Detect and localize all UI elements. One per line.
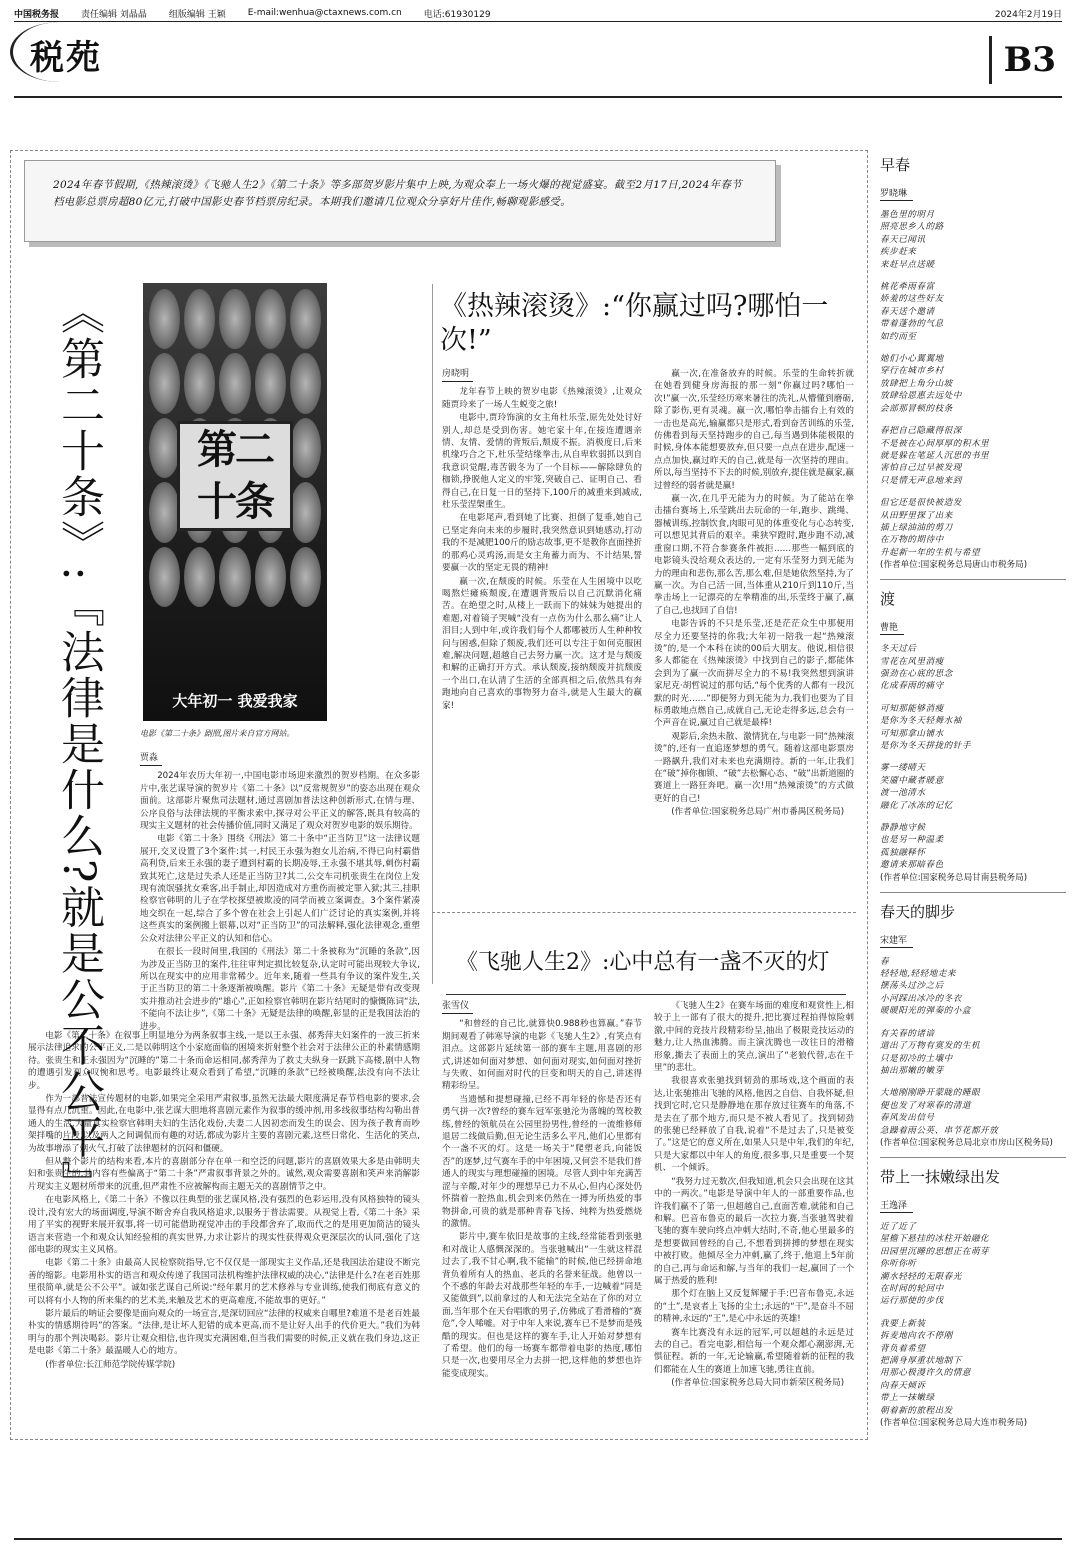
poem-line: 来赶早点送暖 — [880, 259, 935, 270]
article2-column-right — [654, 368, 854, 820]
article3-para: 我很喜欢张驰找到韧劲的那场戏,这个画面的表达,让张驰推出飞驰的风格,他因之自信、自我怀疑,但找到它时,它只是静静地在那存放过往赛车的角落,不是去在了那个地方,而只是不被人看见了。找到韧劲的张驰已经释放了自我,说着“不是过去了,只是被变了。”这是它的意义所在,如果人只是中年,我们的年纪,只是大家都以中年人的角度,很多事,只是重要一个契机、一个倾诉。 — [654, 1076, 854, 1174]
poem-divider — [880, 1157, 1066, 1158]
poem-line: 春天送个邀请 — [880, 306, 935, 317]
poem-line: 春把自己隐藏得很深 — [880, 426, 962, 437]
article2-para: 赢一次,在几乎无能为力的时候。为了能站在拳击擂台赛场上,乐莹跳出去玩命的一年,跑步、跳绳、器械训练,控制饮食,肉眼可见的体重变化与心态转变,可以想见其背后的艰辛。乘狭窄蹬时,跑步跑不动,减重窗口期,不符合参赛条件被拒……那些一幅到底的电影镜头没给观众表达的,一定有乐莹努力到无能为力的理由和悲伤,那么苦,那么难,但是她依然坚持,为了赢一次。为自己活一回,当体重从210斤到110斤,当拳击场上一记漂亮的左拳精准的出,乐莹终于赢了,赢了自己,也找回了自信! — [654, 494, 854, 616]
poem-line: 带上一抹嫩绿 — [880, 1393, 935, 1404]
poem-line: 冬天过后 — [880, 644, 917, 655]
poem-line: 穿行在城市乡村 — [880, 366, 944, 377]
article2-author: 房晓明 — [442, 368, 473, 382]
poem-line: 带着蓬勃的气息 — [880, 319, 944, 330]
article2-column-left — [442, 368, 642, 713]
poem-line: 插上绿油油的剪刀 — [880, 522, 953, 533]
article2-para: 赢一次,在颓废的时候。乐莹在人生困境中以吃喝熬烂瘫痪颓废,在遭遇背叛后以自己沉默消化痛苦。在绝望之时,从楼上一跃而下的妹妹为她提出的难题,对着镜子哭喊“没有一点伤为什么那么痛”让人泪目;人到中年,或许我们每个人都哪被历人生种种牧问与困惑,但除了颓废,我们还可以专注于如何克服困难,解决问题,超越自己去努力赢一次。这才是与颓废和解的正确打开方式。承认颓废,接纳颓废并抗颓废一个出口,在认清了生活的全部真相之后,依然具有奔跑地向自己喜欢的事物努力奋斗,就是人生最大的赢家! — [442, 576, 642, 711]
poem-line: 可知那能够消瘦 — [880, 703, 944, 714]
poem-line: 升起新一年的生机与希望 — [880, 547, 981, 558]
poem-stanza — [880, 822, 1066, 872]
poem-lines — [880, 643, 1066, 872]
poem-author: 宋建军 — [880, 933, 913, 948]
article1-para: 电影《第二十条》围绕《刑法》第二十条中“正当防卫”这一法律议题展开,交叉设置了3个案件:其一,村民王永强为抱女儿治病,不得已向村霸借高利贷,后来王永强的妻子遭到村霸的长期凌辱,王永强不堪其辱,刺伤村霸致其死亡,这是过失杀人还是正当防卫?其二,公交车司机张贵生在岗位上发现有流氓骚扰女乘客,出手制止,却因造成对方重伤而被定罪入狱;其三,挂职检察官韩明的儿子在学校探望被欺凌的同学而被立案调查。3个案件紧凑地交织在一起,综合了多个曾在社会上引起人们广泛讨论的真实案例,并将这些真实的案例搬上银幕,以对“正当防卫”的司法解释,强化法律观念,重塑公众对法律公平正义的认知和信心。 — [140, 834, 420, 944]
top-rule — [14, 21, 1062, 22]
article3-para: 那个灯在脑上又反复辉耀于手:巴音布鲁克,永远的“土”,是哀者上飞扬的尘土;永远的“干”,是奋斗不屈的精神,永远的“王”,是心中永远的英雄! — [654, 1289, 854, 1325]
poem-author-unit: (作者单位:国家税务总局大连市税务局) — [880, 1418, 1028, 1429]
poem-stanza — [880, 762, 1066, 812]
poem-line: 会部那冒顿的枝条 — [880, 403, 953, 414]
poem-stanza — [880, 281, 1066, 343]
article-divider — [432, 912, 856, 913]
poem-line: 向春天倾诉 — [880, 1380, 926, 1391]
poem-line: 小河踩出冰冷的冬衣 — [880, 993, 962, 1004]
poem-line: 害怕自己过早被发现 — [880, 463, 962, 474]
poem-line: 有关春的诸谙 — [880, 1028, 935, 1039]
page-number: B3 — [1003, 40, 1056, 80]
poem-divider — [880, 892, 1066, 893]
poem-line: 屋檐下悬挂的冰柱开始融化 — [880, 1234, 990, 1245]
poem-line: 潮水轻轻的无限春光 — [880, 1271, 962, 1282]
poem-line: 暖暖阳光的弹奏的小盒 — [880, 1006, 971, 1017]
article3-para: 当遗憾和提想碰撞,已经不再年轻的你是否还有勇气拼一次?曾经的赛车冠军张驰沦为落魄的驾校教练,曾经的领航员在公园里扮男性,曾经的一流维修师退居二线做后勤,但无论生活多么平凡,他们心里都有个一盏不灭的灯。这是一场关于“爬塑老兵,向能饭否”的逐梦,过气赛车手的中年困境,又何尝不是我们普通人的现实与理想碰撞的困境。尽管人到中年充满苦涩与辛酸,对年少的理想早已力不从心,但内心深处仍怀揣着一腔热血,机会到来仍然在一搏为所热爱的事物拼命,可贵的就是那种青春飞扬、纯粹为热爱燃烧的激情。 — [442, 1094, 642, 1229]
poster-caption: 电影《第二十条》剧照,图片来自官方网站。 — [140, 729, 295, 738]
poem-line: 大地刚刚睁开蒙眬的睡眼 — [880, 1088, 981, 1099]
poem-line: 融化了冰冻的记忆 — [880, 800, 953, 811]
movie-poster-image — [143, 283, 327, 721]
article2-para: 在电影尾声,看到她了比赛、担倒了复垂,她自己已坚定奔向未来的步履时,我突然意识到她感动,打动我的不是减肥100斤的励志故事,更不是教你直面挫折的那鸡心灵鸡汤,而是女主角蓄力而为、不计结果,誓要赢一次的坚定无畏的精神! — [442, 513, 642, 574]
article1-para: 2024年农历大年初一,中国电影市场迎来激烈的贺岁档期。在众多影片中,张艺谋导演的贺岁片《第二十条》以“反常规贺岁”的姿态出现在观众面前。这部影片聚焦司法题材,通过喜剧加普法这种创新形式,在情与理、公序良俗与法律法规的平衡求索中,探寻对公平正义的解答,既具有较高的现实主义题材的社会传播价值,同时又满足了观众对贺岁电影的娱乐期待。 — [140, 771, 420, 832]
poem-line: 笑靥中藏者暖意 — [880, 775, 944, 786]
article-title-pegasus-2: 《飞驰人生2》:心中总有一盏不灭的灯 — [456, 950, 830, 975]
poem-author-unit: (作者单位:国家税务总局北京市房山区税务局) — [880, 1137, 1053, 1148]
poem-line: 运行那使的步伐 — [880, 1296, 944, 1307]
article-title-twentieth-article: 《第二十条》:『法律是什么?就是公不公平』 — [53, 290, 104, 1207]
poem-lines — [880, 1221, 1066, 1417]
poem-line: 如约而至 — [880, 331, 917, 342]
poem-line: 春风发出信号 — [880, 1113, 935, 1124]
poem-line: 从田野里探了出来 — [880, 510, 953, 521]
poem-lines — [880, 209, 1066, 559]
poem-line: 邀请来那暗春色 — [880, 860, 944, 871]
poem-stanza — [880, 643, 1066, 693]
poem-line: 你听你听 — [880, 1259, 917, 1270]
poem-line: 便也发了对寒春的清道 — [880, 1100, 971, 1111]
poem-line: 放肆把上角分山坡 — [880, 378, 953, 389]
poem-line: 田园里沉睡的思想正在萌芽 — [880, 1246, 990, 1257]
paper-name: 中国税务报 — [14, 9, 60, 20]
poem-line: 摆荡头过沙之后 — [880, 981, 944, 992]
poem-line: 拆麦地向农不停刚 — [880, 1331, 953, 1342]
article1-para: 但从整个影片的结构来看,本片的喜剧部分存在单一和空泛的问题,影片的喜剧效果大多是由韩明夫妇和张贵生的,其内容有些偏离于“第二十条”严肃叙事背景之外的。诚然,观众需要喜剧和笑声来消解影片现实主义题材所带来的沉重,但严肃性不应被解构而主题无关的喜剧情节之中。 — [28, 1157, 420, 1192]
poem-line: 春 — [880, 956, 890, 967]
article2-para: 赢一次,在准备放弃的时候。乐莹的生命转折就在她看到健身房海报的那一刻“你赢过吗?哪怕一次!”赢一次,乐莹经历寒来暑往的洗礼,从懵懂到磨砺,除了影伤,更有灵魂。赢一次,哪怕拳击擂台上有效的一击也是高光,输赢都只是形式,看到奋苦训练的乐莹,仿佛看到每天坚持跑步的自己,每当遇到体能极限的时候,身体本能想要放弃,但只要一点点在进步,配速一点点加快,赢过昨天的自己,就是每一次坚持的理由。所以,每当坚持不下去的时候,别放弃,提住就是赢家,赢过曾经的弱者就是赢! — [654, 369, 854, 491]
poem-line: 娇羞的这些好友 — [880, 294, 944, 305]
poster-title-text: 第二十条 — [177, 421, 293, 531]
poem-line: 抽出那嫩的嫩芽 — [880, 1065, 944, 1076]
poem-stanza — [880, 1221, 1066, 1308]
poem-title: 带上一抹嫩绿出发 — [880, 1167, 1001, 1186]
article2-para: 电影告诉的不只是乐莹,还是茫茫众生中那便用尽全力还要坚持的你我;大年初一陪我一起“热辣滚烫”的,是一个本科在读的00后大朋友。他说,相信很多人都能在《热辣滚烫》中找到自己的影子,都能体会到为了赢一次而拼尽全力的不易!我突然想到演讲家尼克·胡哲说过的那句话,“每个优秀的人都有一段沉默的时光……”即便努力到无能为力,我们也要为了目标勇敢地点燃自己,成就自己,无论走得多远,总会有一个声音在说,赢过自己就是最棒! — [654, 619, 854, 729]
article1-para: 电影《第二十条》在叙事上明显地分为两条叙事主线,一是以王永强、郝秀萍夫妇案件的一波三折来展示法律追求的公平正义,二是以韩明这个小家庭面临的困境来折射整个社会对于法律公正的朴素情感期待。张贵生和王永强因为“沉睡的”第二十条而命运相同,郝秀萍为了救丈夫纵身一跃跳下高楼,剧中人物的遭遇引发观众叹惋和思考。电影最终让观众看到了希望,“沉睡的条款”已经被唤醒,法没有向不法让步。 — [28, 1031, 420, 1091]
poem-line: 朝着新的旅程出发 — [880, 1405, 953, 1416]
article3-para: “我努力过无数次,但我知道,机会只会出现在这其中的一两次。”电影是导演中年人的一部重要作品,也许我们赢不了第一,但超越自己,直面苦难,就能和自己和解。巴音布鲁克的最后一次拉力赛,当张驰驾驶着飞驰的赛车驶向终点冲刺大结时,不奇,他心里最多的是想要做回曾经的自己,不想看到拼搏的梦想在现实中被打败。他倾尽全力冲刺,赢了,终于,他退上5年前的自己,再与命运和解,与当年的我们一起,赢回了一个属于热爱的胜利! — [654, 1176, 854, 1286]
poem — [880, 1166, 1066, 1429]
poem-line: 她们小心翼翼地 — [880, 354, 944, 365]
article3-para: “和曾经的自己比,就算快0.988秒也算赢。”春节期间观看了韩寒导演的电影《飞驰人生2》,有笑点有泪点。这部影片延续第一部的赛车主题,用喜剧的形式,讲述如何面对梦想、如何面对现实,如何面对挫折与失败、如何面对时代的巨变和明天的自己,讲述得精彩纷呈。 — [442, 1019, 642, 1092]
poem-stanza — [880, 425, 1066, 487]
poem-line: 渡一池清水 — [880, 788, 926, 799]
poem-stanza — [880, 209, 1066, 271]
masthead-rule — [14, 96, 1062, 98]
poem-line: 墨色里的明月 — [880, 210, 935, 220]
poem-line: 化成春雨的痛守 — [880, 681, 944, 692]
poem — [880, 588, 1066, 884]
poem-line: 只是情无声息地来到 — [880, 475, 962, 486]
article1-para: 影片最后的呐证会要像是面向观众的一场宣言,是深切回应“法律的权威来自哪里?难道不是老百姓最朴实的情感期待吗”的答案。“法律,是让坏人犯错的成本更高,而不是让好人出手的代价更大。”我们为韩明与的那个判决喝彩。影片让观众相信,也许现实充满困难,但当我们需要的时候,正义就在我们身边,这正是电影《第二十条》最温暖人心的地方。 — [28, 1308, 420, 1357]
poem-line: 在时间的轮回中 — [880, 1283, 944, 1294]
poem-line: 但它还是很快被造发 — [880, 498, 962, 509]
poem-author-unit: (作者单位:国家税务总局甘南县税务局) — [880, 872, 1028, 883]
poem-line: 是你为冬天拼拢的针手 — [880, 741, 971, 751]
article1-author-unit: (作者单位:长江师范学院传媒学院) — [45, 1359, 176, 1370]
poem-line: 春天已闻讯 — [880, 234, 926, 245]
poem-divider — [880, 579, 1066, 580]
poem-line: 轻轻地,轻轻地走来 — [880, 969, 956, 980]
poem-line: 放肆给恩惠去远处中 — [880, 391, 962, 402]
article3-para: 赛车比赛没有永远的冠军,可以超越的永远是过去的自己。看完电影,相信每一个观众都心潮澎湃,无惧征程。新的一年,无论输赢,希望随着新的征程的我们都能在人生的赛道上加速飞驰,勇往直前。 — [654, 1327, 854, 1375]
article-title-hot-spicy: 《热辣滚烫》:“你赢过吗?哪怕一次!” — [440, 291, 829, 356]
article3-author: 张雪仪 — [442, 1000, 473, 1014]
poem-line: 近了近了 — [880, 1221, 917, 1232]
poem-stanza — [880, 703, 1066, 753]
article2-author-unit: (作者单位:国家税务总局广州市番禺区税务局) — [671, 807, 845, 818]
article1-para: 作为一部普法宣传题材的电影,如果完全采用严肃叙事,虽然无法最大限度满足春节档电影的要求,会显得有点几沉重。因此,在电影中,张艺谋大胆地将喜剧元素作为叙事的缓冲剂,用多线叙事结构勾勒出普通人的生活,大量真实检察官韩明夫妇的生活化戏份,夫妻二人因初恋而发生的误会、因为孩子教育而吵架拌嘴的片段,以及两人之间调侃而有趣的对话,都成为影片主要的喜剧元素,这些日常化、生活化的笑点,为故事增添了烟火气,打破了法律题材的沉闷和僵硬。 — [28, 1094, 420, 1154]
poem-author-unit: (作者单位:国家税务总局唐山市税务局) — [880, 560, 1028, 571]
article3-author-unit: (作者单位:国家税务总局大同市新荣区税务局) — [671, 1378, 845, 1389]
poem-line: 孤独融释怀 — [880, 847, 926, 858]
poem-line: 我要上新装 — [880, 1318, 926, 1329]
feature-intro-text: 2024年春节假期,《热辣滚烫》《飞驰人生2》《第二十条》等多部贺岁影片集中上映,为观众奉上一场火爆的视觉盛宴。截至2月17日,2024年春节档电影总票房超80亿元,打破中国影史春节档票房纪录。本期我们邀请几位观众分享好片佳作,畅聊观影感受。 — [53, 179, 742, 208]
poem-line: 桃花牵雨春富 — [880, 282, 935, 293]
poem-line: 用那心极漫许久的情意 — [880, 1368, 971, 1379]
title-underline — [446, 994, 846, 995]
poem-title: 渡 — [880, 590, 896, 609]
poem-title: 春天的脚步 — [880, 902, 956, 921]
designer-credit: 组版编辑 王颖 — [168, 9, 226, 20]
poem-line: 只是初冷的土壤中 — [880, 1053, 953, 1064]
email-link[interactable]: E-mail:wenhua@ctaxnews.com.cn — [247, 8, 402, 18]
poem-line: 背负着希望 — [880, 1343, 926, 1354]
poem-line: 急躁着雨公英、串节花都开放 — [880, 1125, 999, 1136]
article1-para: 在很长一段时间里,我国的《刑法》第二十条被称为“沉睡的条款”,因为涉及正当防卫的案件,往往审判定损比较复杂,认定时可能出现较大争议,所以在现实中的应用非常稀少。近年来,随着一些具有争议的案件发生,关于正当防卫的第二十条逐渐被唤醒。影片《第二十条》无疑是带有改变现实并推动社会进步的“雄心”,正如检察官韩明在影片结尾时的慷慨陈词“法,不能向不法让步”,《第二十条》无疑是法律的唤醒,彰显的正是我国法治的进步。 — [140, 947, 420, 1032]
poem-stanza — [880, 497, 1066, 559]
column-divider — [432, 284, 433, 984]
article1-para: 在电影风格上,《第二十条》不像以往典型的张艺谋风格,没有强烈的色彩运用,没有风格独特的镜头设计,没有宏大的场面调度,导演不断舍弃自我风格追求,以服务于普法需要。从视觉上看,《第二十条》采用了平实的视野来展开叙事,将一切可能借助视觉冲击的手段都舍弃了,取而代之的是用更加简洁的镜头语言来营造一个和观众认知经验相的真实世界,力求让影片的现实性获得观众更深层次的认同,强化了这部电影的现实主义风格。 — [28, 1195, 420, 1255]
article1-column-top — [140, 752, 420, 1034]
article2-para: 观影后,余热未散、激情犹在,与电影一同“热辣滚烫”的,还有一直追逐梦想的勇气。随着这部电影票房一路飙升,我们对未来也充满期待。新的一年,让我们在“破”掉你枷锁、“破”去松懈心态、“破”出新道圈的赛道上一路狂奔吧。赢一次!用“热辣滚烫”的方式做更好的自己! — [654, 731, 854, 804]
article3-para: 影片中,赛车依旧是故事的主线,经常能看到张驰和对战让人感慨深深的。当张驰喊出“一生就这样混过去了,我不甘心啊,我不能输”的时候,他已经拼命地背负着所有人的热血、老兵的名誉来征战。他曾以一个不惑的年龄去对战那些年轻的车手,一边喊着“同是又能做到”,以前拿过的人和无法完全站在了你的对立面,当年那个在天台唱歌的男子,仿佛成了看滑稽的“赛危”,令人唏嘘。对于中年人来说,赛车已不是梦而是残酷的现实。但也是这样的赛车手,让人开始对梦想有了希望。他们的每一场赛车都带着电影的热度,哪怕只是一次,也要用尽全力去拼一把,这样他的梦想也许能变成现实。 — [442, 1232, 642, 1379]
poem-line: 雪花在风里消瘦 — [880, 656, 944, 667]
article2-para: 电影中,贾玲饰演的女主角杜乐莹,原先处处讨好别人,却总是受到伤害。她宅家十年,在接连遭遇亲情、友情、爱情的背叛后,颓废不振。消极度日,后来机缘巧合之下,杜乐莹结缘拳击,从自卑软弱抓以到自我意识觉醒,毒苦锻冬为了一个目标——解除肆负的枷锁,挣脱他人定义的牢笼,突破自己、证明自己、看得自己,在日复一日的坚持下,100斤的减重来到减成,杜乐莹涅槃重生。 — [442, 413, 642, 511]
article1-column-bottom — [28, 1030, 420, 1372]
poem-stanza — [880, 1087, 1066, 1137]
article3-para: 《飞驰人生2》在赛车场面的难度和观赏性上,相较于上一部有了很大的提升,把比赛过程拍得惊险刺激,中间的竞技片段精彩纷呈,抽出了极限竞技运动的魅力,让人热血沸腾。而主演沈腾也一改往日的滑稽形象,撕去了表面上的笑点,演出了“老狼代替,志在千里”的悲壮。 — [654, 1001, 854, 1074]
poem-line: 在万物的期待中 — [880, 535, 944, 546]
article1-author: 贾淼 — [140, 752, 162, 766]
poem-line: 就是躲在笔延人沉思的书里 — [880, 450, 990, 461]
article3-column-right — [654, 1000, 854, 1391]
poem-line: 不是被在心间厚厚的积木里 — [880, 438, 990, 449]
poem-author: 王逸泽 — [880, 1198, 913, 1213]
masthead-topline — [14, 6, 1062, 20]
footer-rule — [14, 1538, 1062, 1540]
feature-intro-box — [24, 160, 776, 242]
poem-lines — [880, 956, 1066, 1137]
poem-stanza — [880, 956, 1066, 1018]
poem-title: 早春 — [880, 156, 911, 174]
poster-slogan: 大年初一 我爱我家 — [172, 692, 298, 710]
poem — [880, 901, 1066, 1149]
poetry-column — [880, 148, 1066, 1437]
article2-para: 龙年春节上映的贺岁电影《热辣滚烫》,让观众随贾玲来了一场人生蜕变之旅! — [442, 387, 642, 410]
poem-line: 是你为冬天轻舞水袖 — [880, 716, 962, 727]
article3-column-left — [442, 1000, 642, 1381]
poem-line: 可知那拿山铺水 — [880, 728, 944, 739]
section-title: 税苑 — [30, 38, 102, 78]
article1-para: 电影《第二十条》由最高人民检察院指导,它不仅仅是一部现实主义作品,还是我国法治建设不断完善的缩影。电影用朴实的语言和观众传递了我国司法机构维护法律权威的决心,“法律是什么?在老百姓那里很简单,就是公不公平”。诚如张艺谋自己所说:“经年累月的艺术修养与专业训练,使我们彻底有意义的可以将有小人物的所来集约的艺术美,来触及艺术的更高难度,不能故事的更好。” — [28, 1258, 420, 1306]
poem-stanza — [880, 1318, 1066, 1417]
poem-line: 雾一缕晴天 — [880, 763, 926, 774]
poem-author: 罗晓琳 — [880, 186, 913, 201]
poem-line: 疾步赶来 — [880, 247, 917, 258]
poem-stanza — [880, 1028, 1066, 1078]
poem-line: 静静地守候 — [880, 823, 926, 834]
issue-date: 2024年2月19日 — [994, 9, 1062, 20]
poem-author: 曹艳 — [880, 620, 904, 635]
phone-number: 电话:61930129 — [423, 9, 491, 20]
poem-line: 照亮思乡人的路 — [880, 222, 944, 233]
poem-line: 也是另一种温柔 — [880, 835, 944, 846]
poem-line: 把满身厚重状地制下 — [880, 1356, 962, 1366]
poem-stanza — [880, 353, 1066, 415]
poem-line: 强劲在心底的思念 — [880, 668, 953, 679]
poem — [880, 154, 1066, 571]
editor-credit: 责任编辑 刘晶晶 — [81, 9, 147, 20]
poem-line: 道出了万物有寞发的生机 — [880, 1041, 981, 1052]
page-code-divider — [989, 36, 992, 84]
